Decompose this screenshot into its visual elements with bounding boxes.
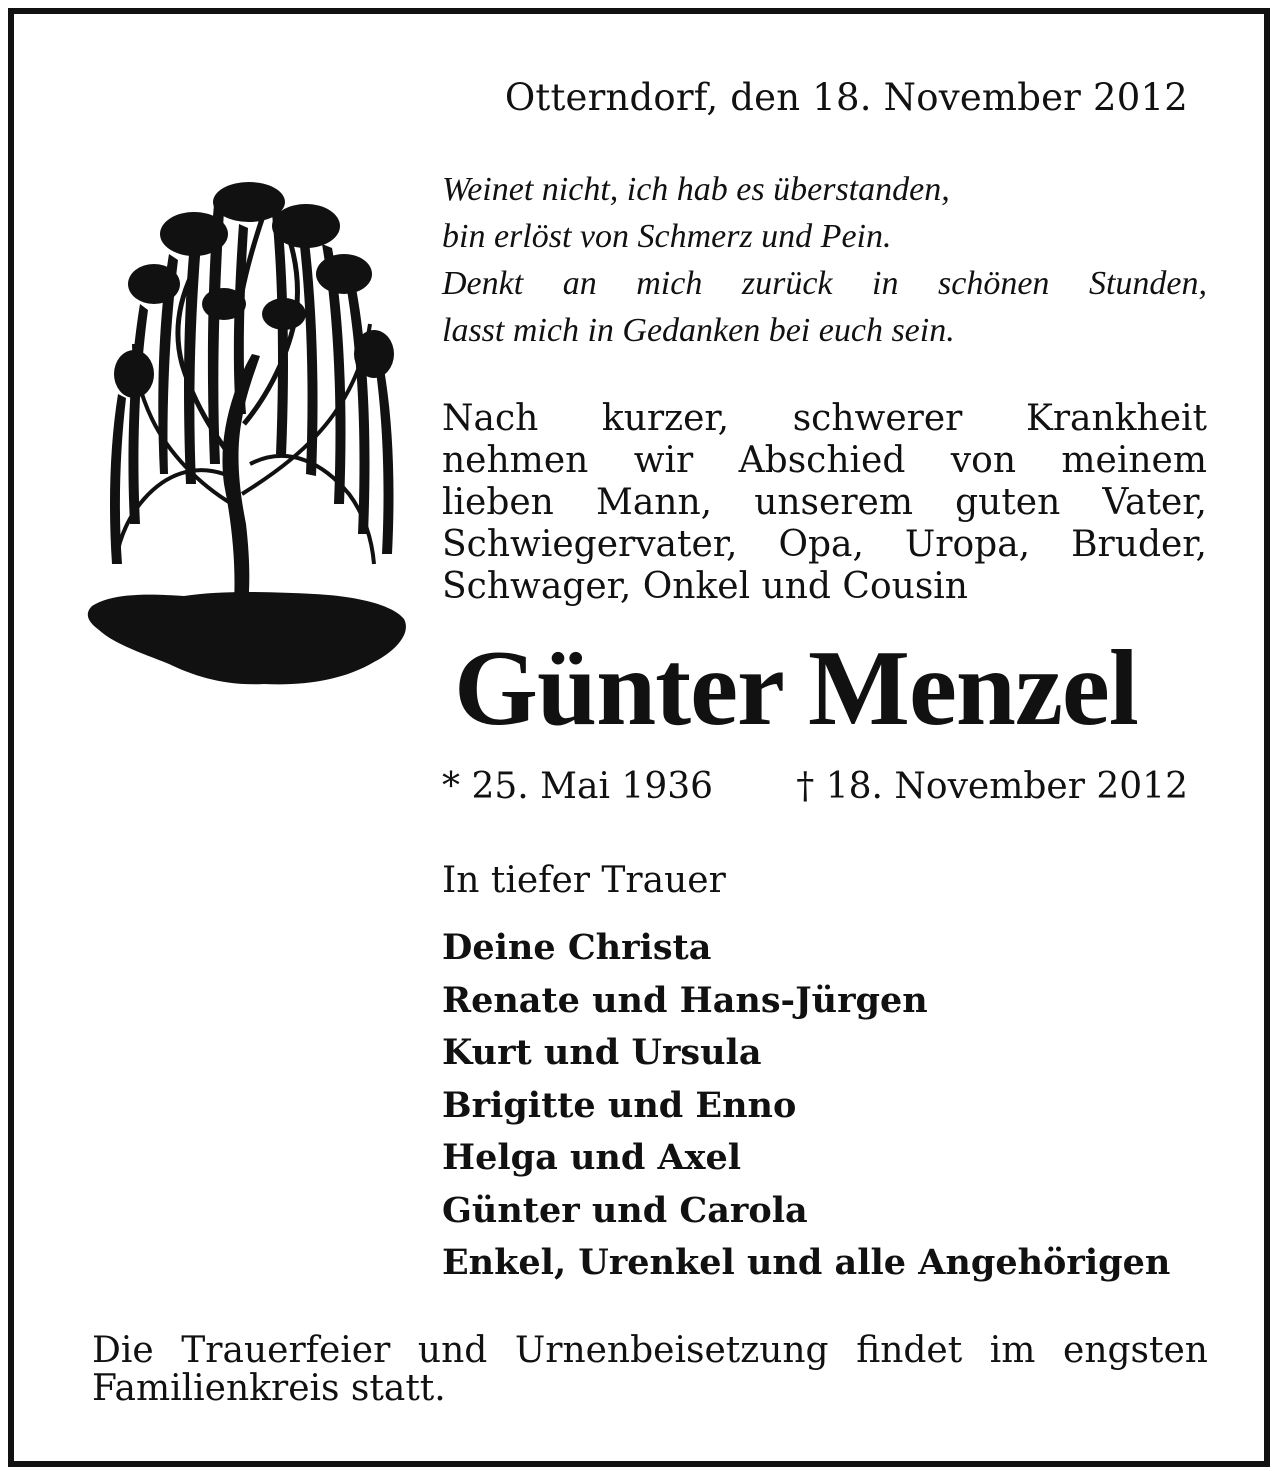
poem-line: Weinet nicht, ich hab es überstanden, [442, 171, 950, 208]
funeral-notice-line: Familienkreis statt. [92, 1368, 446, 1409]
intro-line: Nach kurzer, schwerer Krankheit [442, 398, 1207, 439]
mourner-name: Günter und Carola [442, 1189, 808, 1231]
mourner-name: Deine Christa [442, 927, 712, 968]
mourner-name: Renate und Hans-Jürgen [442, 979, 928, 1021]
poem-line: bin erlöst von Schmerz und Pein. [442, 218, 892, 255]
weeping-willow-tree-icon [74, 164, 419, 704]
mourner-name: Enkel, Urenkel und alle Angehörigen [442, 1242, 1171, 1283]
intro-line: nehmen wir Abschied von meinem [442, 440, 1207, 481]
intro-line: Schwiegervater, Opa, Uropa, Bruder, [442, 524, 1207, 565]
intro-line: lieben Mann, unserem guten Vater, [442, 482, 1207, 523]
mourner-name: Brigitte und Enno [442, 1084, 797, 1126]
birth-date: * 25. Mai 1936 [442, 766, 714, 807]
funeral-notice-line: Die Trauerfeier und Urnenbeisetzung findet im engsten [92, 1330, 1208, 1371]
intro-line: Schwager, Onkel und Cousin [442, 566, 968, 607]
obituary-frame [8, 8, 1270, 1467]
poem-line: lasst mich in Gedanken bei euch sein. [442, 312, 955, 349]
mourners-list [442, 922, 1170, 1290]
funeral-notice [92, 1332, 1208, 1408]
place-date: Otterndorf, den 18. November 2012 [504, 76, 1188, 119]
death-date: † 18. November 2012 [796, 766, 1188, 807]
poem-line: Denkt an mich zurück in schönen Stunden, [442, 265, 1207, 302]
mourning-heading: In tiefer Trauer [442, 860, 726, 901]
mourner-name: Helga und Axel [442, 1137, 742, 1178]
poem [442, 166, 1207, 354]
intro-text [442, 398, 1207, 608]
mourner-name: Kurt und Ursula [442, 1032, 762, 1073]
deceased-name: Günter Menzel [454, 629, 1138, 748]
